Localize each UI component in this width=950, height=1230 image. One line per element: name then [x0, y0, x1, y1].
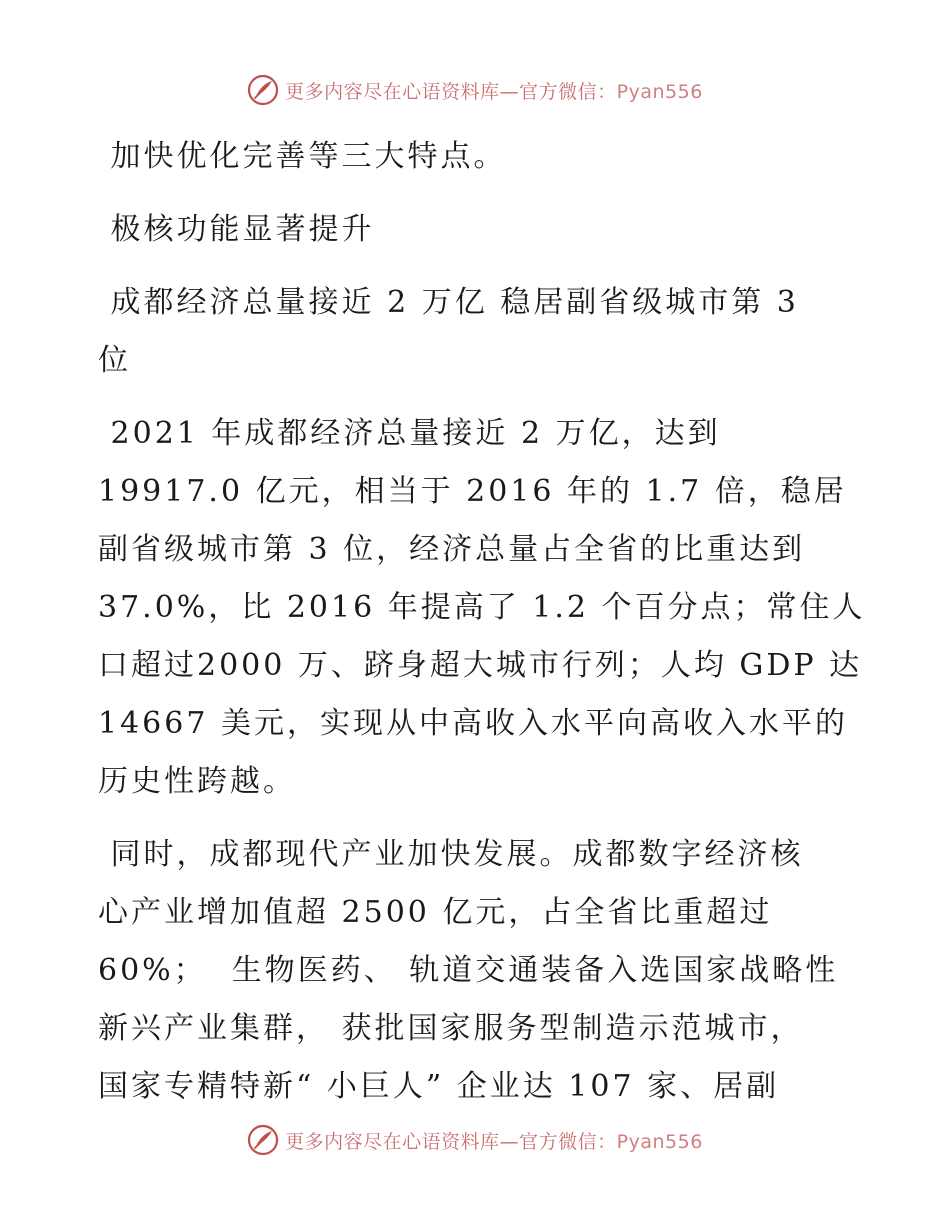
watermark-text [285, 1127, 703, 1154]
paragraph-line: 同时，成都现代产业加快发展。成都数字经济核 [98, 837, 804, 872]
header-watermark [0, 70, 950, 110]
watermark-inner [247, 1124, 703, 1156]
paragraph [98, 405, 868, 811]
paragraph-line: 口超过2000 万、跻身超大城市行列；人均 GDP 达 [98, 648, 863, 683]
paragraph-line: 19917.0 亿元，相当于 2016 年的 1.7 倍，稳居 [98, 474, 847, 509]
paragraph-line: 14667 美元，实现从中高收入水平向高收入水平的 [98, 706, 848, 741]
paragraph [98, 128, 868, 186]
paragraph-line: 37.0%，比 2016 年提高了 1.2 个百分点；常住人 [98, 590, 866, 625]
paragraph-line: 成都经济总量接近 2 万亿 稳居副省级城市第 3 [98, 285, 799, 320]
watermark-id: Pyan556 [616, 80, 703, 103]
red-feather-logo-icon [247, 74, 279, 106]
paragraph-line: 2021 年成都经济总量接近 2 万亿，达到 [98, 416, 721, 451]
paragraph-line: 国家专精特新“ 小巨人” 企业达 107 家、居副 [98, 1069, 780, 1104]
footer-watermark [0, 1120, 950, 1160]
watermark-text [285, 77, 703, 104]
watermark-inner [247, 74, 703, 106]
red-feather-logo-icon [247, 1124, 279, 1156]
paragraph [98, 201, 868, 259]
paragraph-line: 副省级城市第 3 位，经济总量占全省的比重达到 [98, 532, 806, 567]
document-body [98, 128, 868, 1131]
paragraph-line: 心产业增加值超 2500 亿元，占全省比重超过 [98, 895, 773, 930]
paragraph-line: 历史性跨越。 [98, 764, 296, 799]
paragraph [98, 274, 868, 390]
watermark-label: 更多内容尽在心语资料库—官方微信： [285, 1130, 617, 1153]
paragraph-line: 极核功能显著提升 [98, 212, 375, 247]
paragraph-line: 加快优化完善等三大特点。 [98, 139, 507, 174]
paragraph-line: 位 [98, 343, 131, 378]
paragraph-line: 60%； 生物医药、 轨道交通装备入选国家战略性 [98, 953, 839, 988]
watermark-id: Pyan556 [616, 1130, 703, 1153]
paragraph-line: 新兴产业集群， 获批国家服务型制造示范城市， [98, 1011, 804, 1046]
watermark-label: 更多内容尽在心语资料库—官方微信： [285, 80, 617, 103]
paragraph [98, 826, 868, 1116]
